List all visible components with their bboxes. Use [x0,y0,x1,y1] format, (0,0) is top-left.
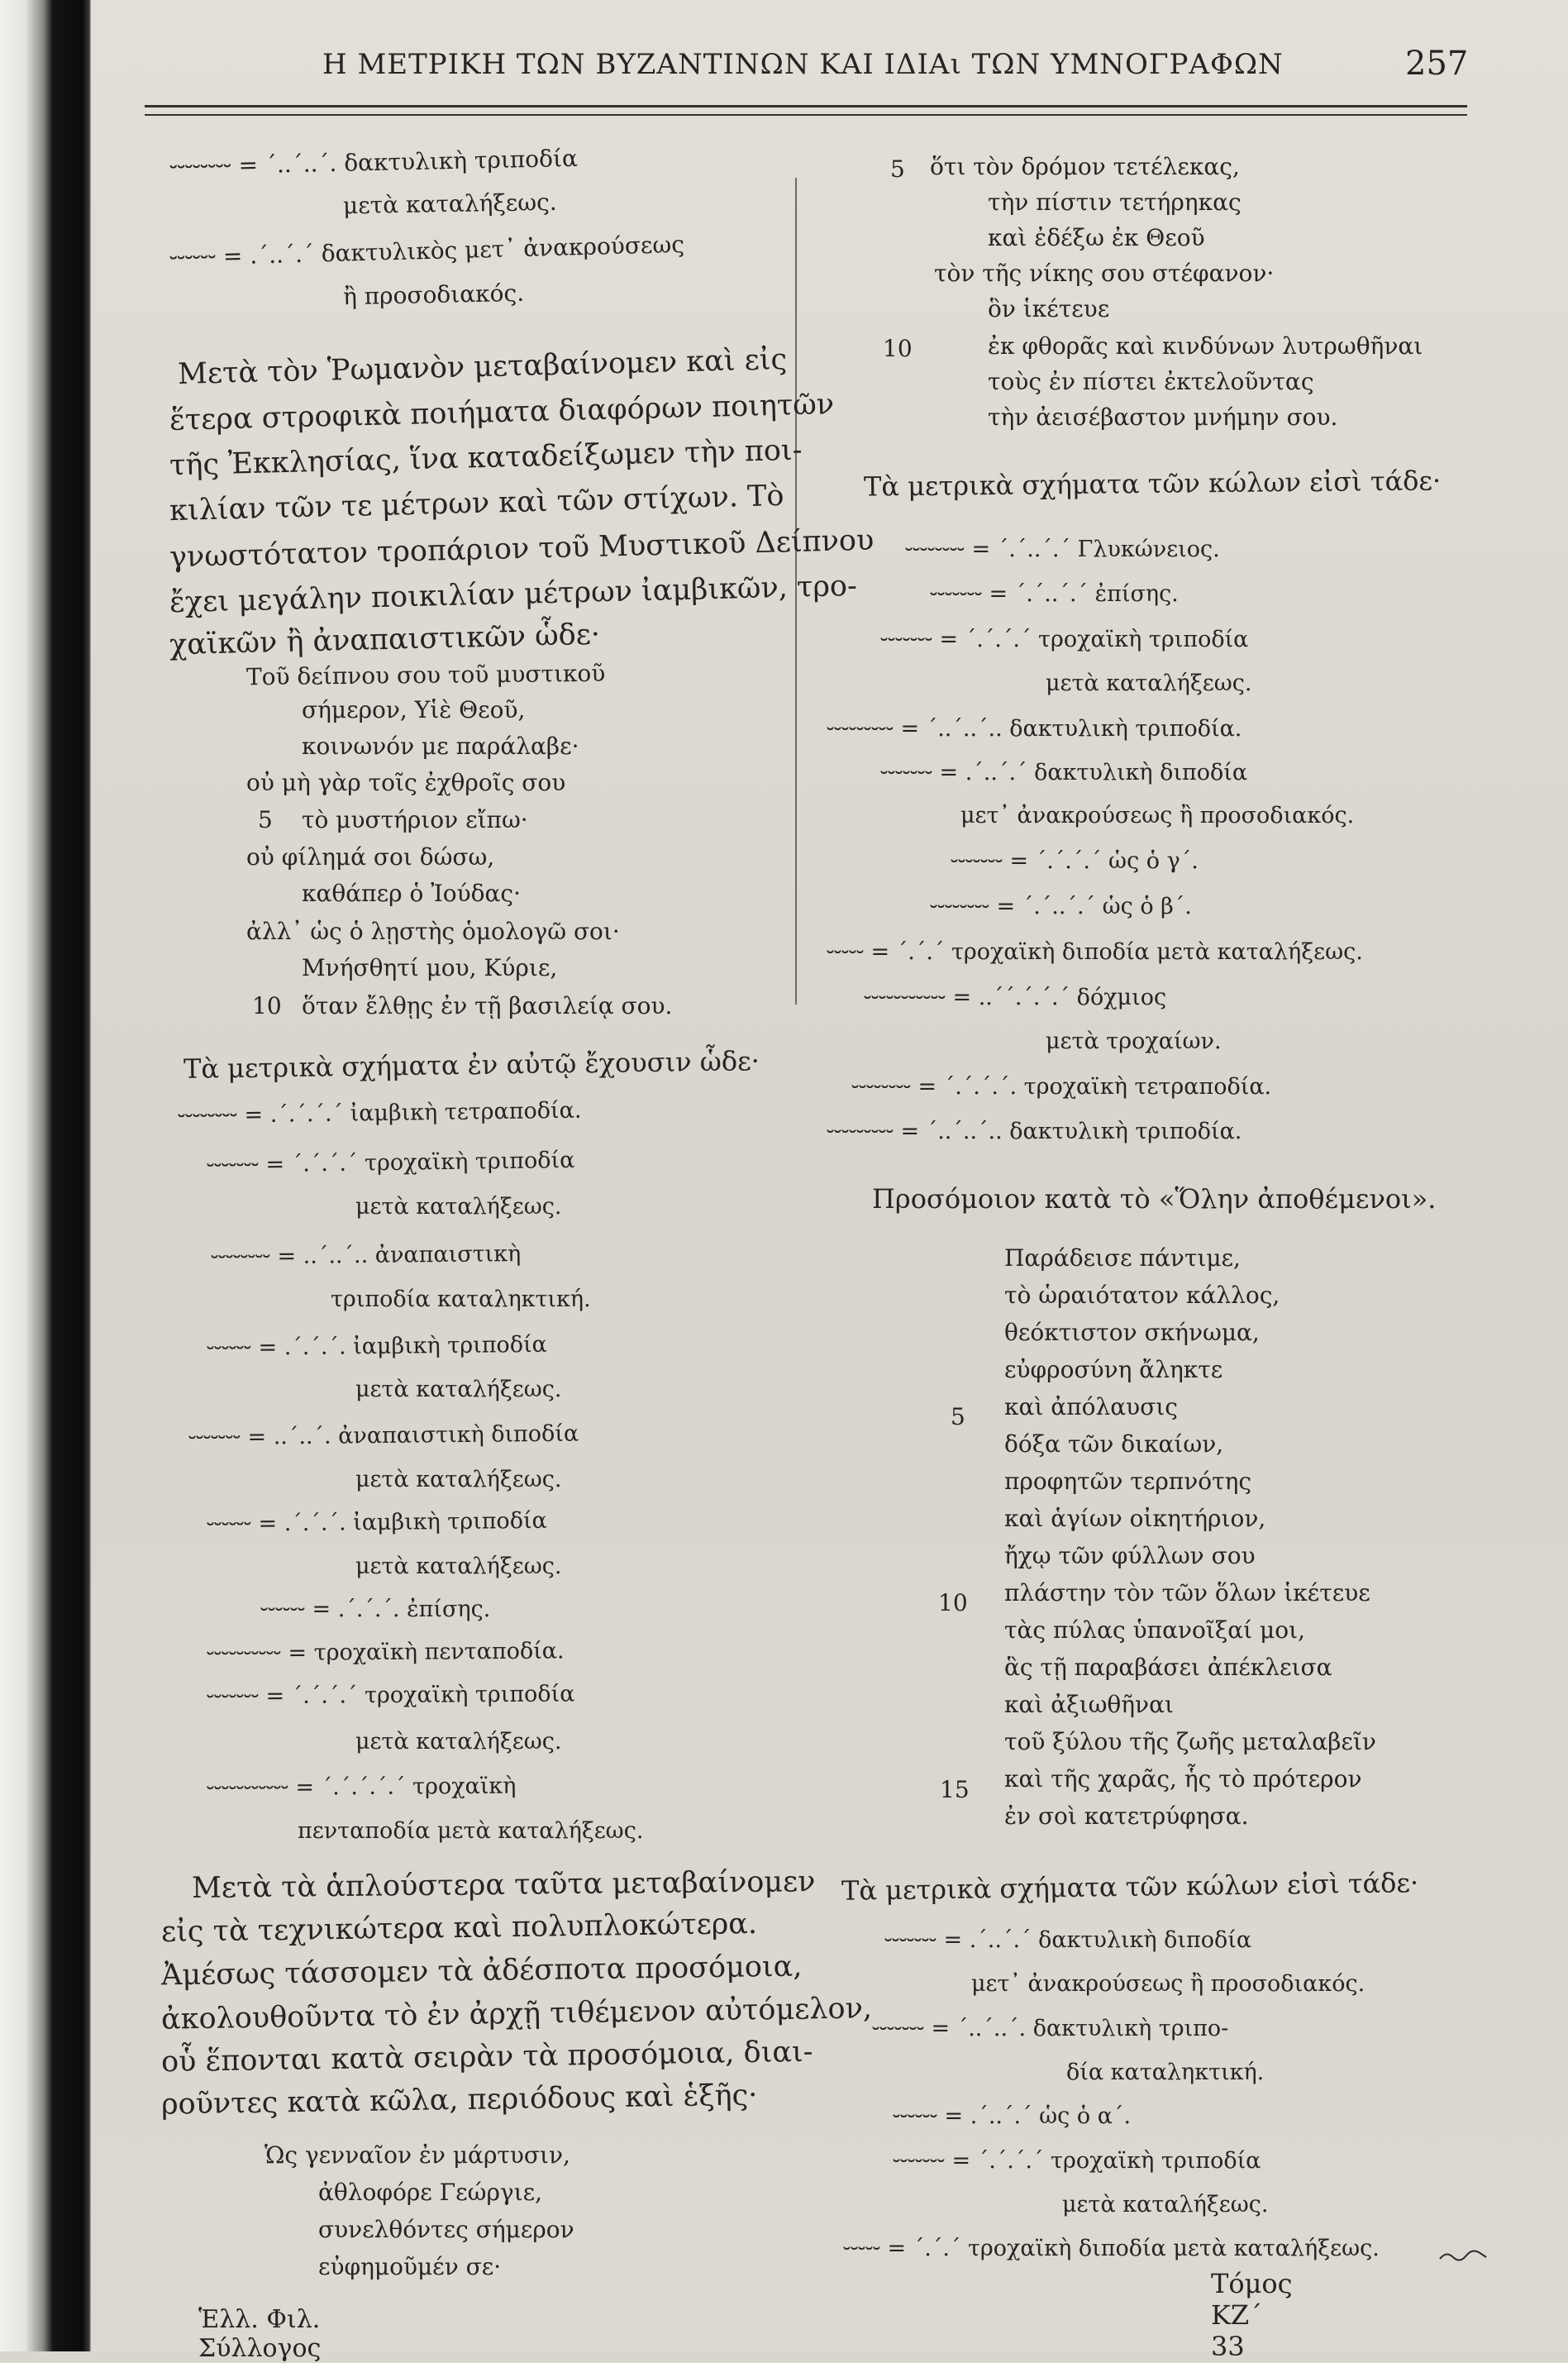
verse-number: 10 [883,335,913,362]
meter-line: ⏑⏑⏑⏑⏑⏑⏑⏑ = ΄.΄..΄.΄ ὡς ὁ β΄. [930,894,1192,919]
hymn-line: δόξα τῶν δικαίων, [1004,1430,1224,1458]
hymn-line: προφητῶν τερπνότης [1004,1468,1252,1495]
meter-line: ⏑⏑⏑⏑⏑⏑ = .΄.΄.΄. ἰαμβικὴ τριποδία [206,1331,547,1362]
hymn-line: καὶ τῆς χαρᾶς, ἧς τὸ πρότερον [1004,1765,1362,1793]
verse-number: 5 [890,155,905,183]
stamp-mark [1438,2247,1488,2264]
meter-line: ⏑⏑⏑⏑⏑⏑⏑ = ΄.΄.΄.΄ τροχαϊκὴ τριποδία [206,1147,575,1179]
verse-number: 10 [252,992,282,1019]
text-line: μετὰ καταλήξεως. [355,1554,562,1579]
hymn-line: Ὡς γενναῖον ἐν μάρτυσιν, [265,2141,570,2169]
meter-line: ⏑⏑⏑⏑⏑⏑⏑ = ΄.΄.΄.΄ τροχαϊκὴ τριποδία [206,1681,575,1710]
meter-line: ⏑⏑⏑⏑⏑⏑⏑ = .΄..΄.΄ δακτυλικὴ διποδία [884,1927,1252,1953]
section-heading: Τὰ μετρικὰ σχήματα τῶν κώλων εἰσὶ τάδε· [863,465,1442,503]
hymn-line: κοινωνόν με παράλαβε· [302,733,579,760]
meter-line: ⏑⏑⏑⏑⏑⏑⏑ = ΄.΄.΄.΄ τροχαϊκὴ τριποδία [893,2148,1261,2174]
hymn-line: οὐ μὴ γὰρ τοῖς ἐχθροῖς σου [246,769,566,796]
hymn-line: Παράδεισε πάντιμε, [1004,1244,1241,1272]
text-line: μετὰ καταλήξεως. [1046,671,1252,696]
hymn-line: ἃς τῇ παραβάσει ἀπέκλεισα [1004,1654,1332,1681]
paragraph-line: ἕτερα στροφικὰ ποιήματα διαφόρων ποιητῶν [169,388,835,437]
hymn-line: καὶ ἀπόλαυσις [1004,1393,1178,1420]
paragraph-line: χαϊκῶν ἢ ἀναπαιστικῶν ὧδε· [169,618,601,662]
footer-publisher: Ἑλλ. Φιλ. Σύλλογος [198,2305,322,2363]
verse-number: 10 [938,1589,968,1616]
hymn-line: ὃν ἱκέτευε [988,295,1110,322]
text-line: μετ᾽ ἀνακρούσεως ἢ προσοδιακός. [971,1971,1365,1997]
paragraph-line: τῆς Ἐκκλησίας, ἵνα καταδείξωμεν τὴν ποι- [169,433,803,483]
hymn-line: ἤχῳ τῶν φύλλων σου [1004,1542,1256,1569]
hymn-line: τοῦ ξύλου τῆς ζωῆς μεταλαβεῖν [1004,1728,1376,1755]
hymn-line: συνελθόντες σήμερον [318,2216,574,2243]
hymn-line: ἀλλ᾽ ὡς ὁ λῃστὴς ὁμολογῶ σοι· [246,918,620,945]
paragraph-line: ἀκολουθοῦντα τὸ ἐν ἀρχῇ τιθέμενον αὐτόμελον, [160,1992,873,2036]
meter-line: ⏑⏑⏑⏑⏑⏑⏑⏑ = ΄.΄.΄.΄. τροχαϊκὴ τετραποδία. [851,1074,1272,1100]
verse-number: 15 [940,1776,970,1803]
meter-line: ⏑⏑⏑⏑⏑⏑⏑ = ΄..΄..΄. δακτυλικὴ τριπο- [872,2016,1229,2041]
text-line: τριποδία καταληκτική. [331,1287,591,1312]
hymn-line: τὴν ἀεισέβαστον μνήμην σου. [988,403,1338,431]
meter-line: ⏑⏑⏑⏑⏑⏑⏑⏑⏑⏑⏑ = ..΄΄.΄.΄.΄ δόχμιος [864,985,1167,1010]
paragraph-line: εἰς τὰ τεχνικώτερα καὶ πολυπλοκώτερα. [160,1907,758,1950]
paragraph-line: Μετὰ τὰ ἁπλούστερα ταῦτα μεταβαίνομεν [191,1865,816,1905]
hymn-line: Τοῦ δείπνου σου τοῦ μυστικοῦ [245,659,606,691]
meter-line: ⏑⏑⏑⏑⏑⏑⏑⏑ = ΄.΄..΄.΄ Γλυκώνειος. [905,537,1220,562]
header-rule [145,114,1467,116]
text-line: μετὰ καταλήξεως. [342,188,557,220]
book-spine-shadow [0,0,91,2351]
text-line: μετὰ καταλήξεως. [355,1729,562,1754]
meter-line: ⏑⏑⏑⏑⏑⏑⏑⏑⏑⏑ = τροχαϊκὴ πενταποδία. [206,1638,565,1667]
hymn-line: τὸν τῆς νίκης σου στέφανον· [934,260,1275,287]
meter-line: ⏑⏑⏑⏑⏑⏑⏑⏑⏑⏑⏑ = ΄.΄.΄.΄.΄ τροχαϊκὴ [206,1773,517,1802]
text-line: μετὰ καταλήξεως. [355,1467,562,1492]
hymn-line: καὶ ἐδέξω ἐκ Θεοῦ [988,224,1205,251]
hymn-line: καὶ ἁγίων οἰκητήριον, [1004,1505,1266,1532]
hymn-line: τοὺς ἐν πίστει ἐκτελοῦντας [988,368,1314,395]
hymn-line: τὸ μυστήριον εἴπω· [302,806,528,833]
section-heading: Τὰ μετρικὰ σχήματα ἐν αὐτῷ ἔχουσιν ὧδε· [183,1045,760,1085]
hymn-line: σήμερον, Υἱὲ Θεοῦ, [302,696,526,723]
section-heading: Προσόμοιον κατὰ τὸ «Ὅλην ἀποθέμενοι». [872,1183,1437,1215]
hymn-line: πλάστην τὸν τῶν ὅλων ἱκέτευε [1004,1579,1370,1606]
meter-line: ⏑⏑⏑⏑⏑⏑ = .΄..΄.΄ δακτυλικὸς μετ᾽ ἀνακρούσεως [169,230,685,272]
hymn-line: ὅταν ἔλθῃς ἐν τῇ βασιλείᾳ σου. [302,992,673,1019]
meter-line: ⏑⏑⏑⏑⏑⏑⏑⏑ = ΄..΄..΄. δακτυλικὴ τριποδία [169,144,579,181]
meter-line: ⏑⏑⏑⏑⏑⏑ = .΄..΄.΄ ὡς ὁ α΄. [893,2103,1132,2129]
meter-line: ⏑⏑⏑⏑⏑⏑⏑ = ΄.΄.΄.΄ ὡς ὁ γ΄. [951,848,1199,874]
meter-line: ⏑⏑⏑⏑⏑⏑⏑ = ΄.΄.΄.΄ τροχαϊκὴ τριποδία [880,627,1249,652]
paragraph-line: ἔχει μεγάλην ποικιλίαν μέτρων ἰαμβικῶν, τρο- [169,569,858,620]
meter-line: ⏑⏑⏑⏑⏑⏑⏑ = .΄..΄.΄ δακτυλικὴ διποδία [880,760,1248,785]
meter-line: ⏑⏑⏑⏑⏑⏑⏑ = ΄.΄..΄.΄ ἐπίσης. [930,581,1179,607]
text-line: μετ᾽ ἀνακρούσεως ἢ προσοδιακός. [960,803,1355,828]
page-number: 257 [1405,45,1469,83]
meter-line: ⏑⏑⏑⏑⏑⏑⏑⏑ = .΄.΄.΄.΄ ἰαμβικὴ τετραποδία. [177,1097,582,1129]
text-line: ἢ προσοδιακός. [342,279,525,311]
hymn-line: ἐν σοὶ κατετρύφησα. [1004,1802,1249,1830]
paragraph-line: ροῦντες κατὰ κῶλα, περιόδους καὶ ἑξῆς· [160,2079,758,2122]
header-rule [145,105,1467,107]
text-line: μετὰ τροχαίων. [1046,1029,1222,1054]
hymn-line: θεόκτιστον σκήνωμα, [1004,1319,1260,1346]
paragraph-line: Μετὰ τὸν Ῥωμανὸν μεταβαίνομεν καὶ εἰς [177,343,788,391]
text-line: πενταποδία μετὰ καταλήξεως. [298,1818,644,1844]
text-line: μετὰ καταλήξεως. [355,1194,562,1220]
meter-line: ⏑⏑⏑⏑⏑ = ΄.΄.΄ τροχαϊκὴ διποδία μετὰ καταλήξεως. [843,2236,1380,2261]
meter-line: ⏑⏑⏑⏑⏑⏑⏑⏑ = ..΄..΄.. ἀναπαιστικὴ [210,1241,522,1270]
hymn-line: εὐφροσύνη ἄληκτε [1004,1356,1223,1383]
meter-line: ⏑⏑⏑⏑⏑⏑ = .΄.΄.΄. ἐπίσης. [260,1597,491,1622]
hymn-line: καὶ ἀξιωθῆναι [1004,1691,1174,1718]
verse-number: 5 [258,806,273,833]
hymn-line: ὅτι τὸν δρόμον τετέλεκας, [930,153,1240,180]
hymn-line: τὴν πίστιν τετήρηκας [988,189,1242,216]
text-line: μετὰ καταλήξεως. [355,1377,562,1402]
text-line: μετὰ καταλήξεως. [1062,2192,1269,2217]
paragraph-line: γνωστότατον τροπάριον τοῦ Μυστικοῦ Δείπνου [169,523,875,575]
meter-line: ⏑⏑⏑⏑⏑⏑ = .΄.΄.΄. ἰαμβικὴ τριποδία [206,1507,547,1538]
hymn-line: εὐφημοῦμέν σε· [318,2253,502,2280]
meter-line: ⏑⏑⏑⏑⏑⏑⏑⏑⏑ = ΄..΄..΄.. δακτυλικὴ τριποδία. [827,1119,1242,1144]
hymn-line: Μνήσθητί μου, Κύριε, [302,954,558,981]
hymn-line: ἀθλοφόρε Γεώργιε, [318,2179,543,2206]
verse-number: 5 [951,1403,965,1430]
meter-line: ⏑⏑⏑⏑⏑⏑⏑⏑⏑ = ΄..΄..΄.. δακτυλικὴ τριποδία. [827,716,1242,742]
hymn-line: οὐ φίλημά σοι δώσω, [246,843,495,871]
hymn-line: ἐκ φθορᾶς καὶ κινδύνων λυτρωθῆναι [988,332,1423,360]
meter-line: ⏑⏑⏑⏑⏑ = ΄.΄.΄ τροχαϊκὴ διποδία μετὰ καταλήξεως. [827,939,1363,965]
paragraph-line: οὗ ἕπονται κατὰ σειρὰν τὰ προσόμοια, διαι- [160,2035,813,2079]
footer-volume: Τόμος ΚΖ΄ 33 [1211,2268,1293,2362]
meter-line: ⏑⏑⏑⏑⏑⏑⏑ = ..΄..΄. ἀναπαιστικὴ διποδία [188,1420,579,1451]
text-line: δία καταληκτική. [1066,2060,1265,2085]
hymn-line: τὰς πύλας ὑπανοῖξαί μοι, [1004,1616,1305,1644]
hymn-line: καθάπερ ὁ Ἰούδας· [302,880,522,907]
paragraph-line: κιλίαν τῶν τε μέτρων καὶ τῶν στίχων. Τὸ [169,479,784,528]
running-header: Η ΜΕΤΡΙΚΗ ΤΩΝ ΒΥΖΑΝΤΙΝΩΝ ΚΑΙ ΙΔΙΑι ΤΩΝ ΥΜΝΟΓΡΑΦΩΝ [322,48,1284,81]
hymn-line: τὸ ὡραιότατον κάλλος, [1004,1282,1280,1309]
paragraph-line: Ἀμέσως τάσσομεν τὰ ἀδέσποτα προσόμοια, [160,1950,803,1993]
section-heading: Τὰ μετρικὰ σχήματα τῶν κώλων εἰσὶ τάδε· [841,1867,1419,1907]
